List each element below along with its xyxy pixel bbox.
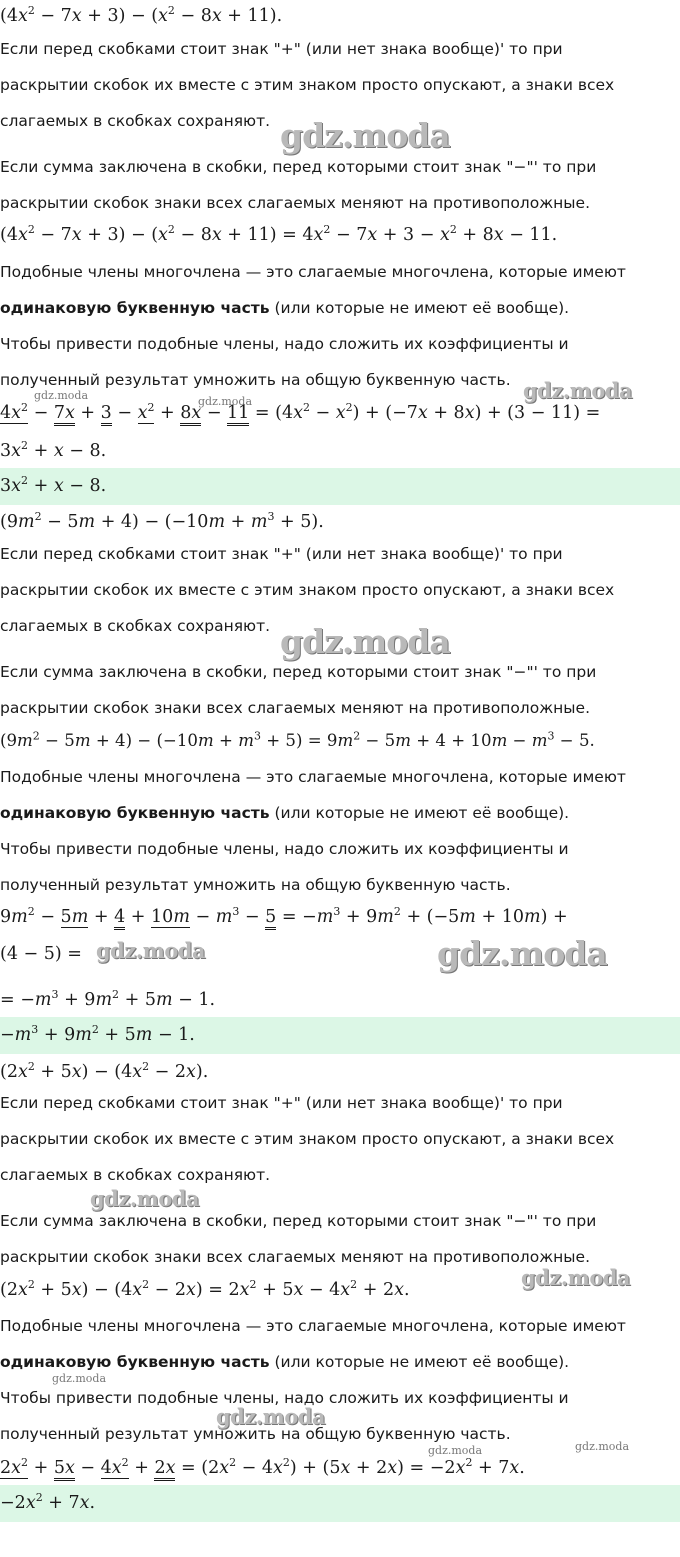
watermark: gdz.moda: [437, 934, 607, 973]
similar-def-bold: одинаковую буквенную часть: [0, 804, 270, 822]
rule-plus-line-1: Если перед скобками стоит знак "+" (или нет знака вообще)' то при: [0, 1094, 563, 1112]
similar-def-line-1: Подобные члены многочлена — это слагаемые многочлена, которые имеют: [0, 263, 626, 281]
problem-2-combine-cont: (4 − 5) =: [0, 944, 82, 964]
watermark: gdz.moda: [575, 1440, 630, 1453]
problem-3-expand: $(2x^2 + 5x) - (4x^2 - 2x) = 2x^2 + 5x - 4x^2 + 2x$.: [0, 1278, 410, 1300]
problem-1-expand: $(4x^2 - 7x + 3) - (x^2 - 8x + 11) = 4x^2 - 7x + 3 - x^2 + 8x - 11$.: [0, 223, 558, 245]
problem-2-combine: $9m^2 - 5m + 4 + 10m - m^3 - 5 = -m^3 + 9m^2 + (-5m + 10m)$ +: [0, 905, 568, 929]
rule-minus-line-2: раскрытии скобок знаки всех слагаемых меняют на противоположные.: [0, 1248, 590, 1266]
watermark: gdz.moda: [96, 938, 206, 963]
watermark: gdz.moda: [52, 1372, 107, 1385]
similar-def-rest: (или которые не имеют её вообще).: [269, 804, 570, 822]
watermark: gdz.moda: [216, 1404, 326, 1429]
problem-2-statement: $(9m^2 - 5m + 4) - (-10m + m^3 + 5)$.: [0, 510, 324, 532]
problem-3-answer: $-2x^2 + 7x$.: [0, 1491, 96, 1513]
problem-1-combine: $4x^2 - 7x + 3 - x^2 + 8x - 11 = (4x^2 - x^2) + (-7x + 8x) + (3 - 11)$ =: [0, 401, 600, 425]
rule-plus-line-2: раскрытии скобок их вместе с этим знаком просто опускают, а знаки всех: [0, 1130, 615, 1148]
rule-plus-line-1: Если перед скобками стоит знак "+" (или нет знака вообще)' то при: [0, 40, 563, 58]
similar-def-line-1: Подобные члены многочлена — это слагаемые многочлена, которые имеют: [0, 1317, 626, 1335]
watermark: gdz.moda: [428, 1444, 483, 1457]
similar-def-line-2: [0, 298, 569, 318]
watermark: gdz.moda: [523, 378, 633, 403]
similar-def-bold: одинаковую буквенную часть: [0, 1353, 270, 1371]
combine-line-1: Чтобы привести подобные члены, надо сложить их коэффициенты и: [0, 1389, 569, 1407]
rule-minus-line-1: Если сумма заключена в скобки, перед которыми стоит знак "−"' то при: [0, 663, 597, 681]
problem-2-answer-box: [0, 1017, 680, 1054]
watermark: gdz.moda: [521, 1265, 631, 1290]
problem-1-answer-box: [0, 468, 680, 505]
rule-plus-line-2: раскрытии скобок их вместе с этим знаком просто опускают, а знаки всех: [0, 581, 615, 599]
similar-def-bold: одинаковую буквенную часть: [0, 299, 270, 317]
rule-minus-line-1: Если сумма заключена в скобки, перед которыми стоит знак "−"' то при: [0, 158, 597, 176]
problem-3-combine: $2x^2 + 5x - 4x^2 + 2x = (2x^2 - 4x^2) + (5x + 2x) = -2x^2 + 7x$.: [0, 1456, 525, 1480]
watermark: gdz.moda: [90, 1186, 200, 1211]
rule-minus-line-1: Если сумма заключена в скобки, перед которыми стоит знак "−"' то при: [0, 1212, 597, 1230]
problem-1-answer: $3x^2 + x - 8$.: [0, 474, 107, 496]
combine-line-2: полученный результат умножить на общую буквенную часть.: [0, 876, 511, 894]
problem-1-statement: $(4x^2 - 7x + 3) - (x^2 - 8x + 11)$.: [0, 4, 283, 26]
similar-def-line-1: Подобные члены многочлена — это слагаемые многочлена, которые имеют: [0, 768, 626, 786]
problem-2-combine-result: = $-m^3 + 9m^2 + 5m - 1$.: [0, 988, 216, 1010]
problem-1-combine-result: $3x^2 + x - 8$.: [0, 439, 107, 461]
problem-3-statement: $(2x^2 + 5x) - (4x^2 - 2x)$.: [0, 1060, 209, 1082]
rule-plus-line-3: слагаемых в скобках сохраняют.: [0, 617, 271, 635]
combine-line-2: полученный результат умножить на общую буквенную часть.: [0, 1425, 511, 1443]
rule-plus-line-2: раскрытии скобок их вместе с этим знаком просто опускают, а знаки всех: [0, 76, 615, 94]
watermark: gdz.moda: [34, 389, 89, 402]
rule-plus-line-3: слагаемых в скобках сохраняют.: [0, 112, 271, 130]
combine-line-2: полученный результат умножить на общую буквенную часть.: [0, 371, 511, 389]
combine-line-1: Чтобы привести подобные члены, надо сложить их коэффициенты и: [0, 840, 569, 858]
rule-plus-line-3: слагаемых в скобках сохраняют.: [0, 1166, 271, 1184]
similar-def-line-2: [0, 1352, 569, 1372]
problem-3-answer-box: [0, 1485, 680, 1522]
combine-line-1: Чтобы привести подобные члены, надо сложить их коэффициенты и: [0, 335, 569, 353]
problem-2-answer: $-m^3 + 9m^2 + 5m - 1$.: [0, 1023, 195, 1045]
rule-minus-line-2: раскрытии скобок знаки всех слагаемых меняют на противоположные.: [0, 699, 590, 717]
watermark: gdz.moda: [198, 395, 253, 408]
rule-minus-line-2: раскрытии скобок знаки всех слагаемых меняют на противоположные.: [0, 194, 590, 212]
watermark: gdz.moda: [280, 622, 450, 661]
problem-2-expand: $(9m^2 - 5m + 4) - (-10m + m^3 + 5) = 9m^2 - 5m + 4 + 10m - m^3 - 5$.: [0, 729, 595, 750]
similar-def-rest: (или которые не имеют её вообще).: [269, 1353, 570, 1371]
rule-plus-line-1: Если перед скобками стоит знак "+" (или нет знака вообще)' то при: [0, 545, 563, 563]
similar-def-line-2: [0, 803, 569, 823]
similar-def-rest: (или которые не имеют её вообще).: [269, 299, 570, 317]
watermark: gdz.moda: [280, 116, 450, 155]
